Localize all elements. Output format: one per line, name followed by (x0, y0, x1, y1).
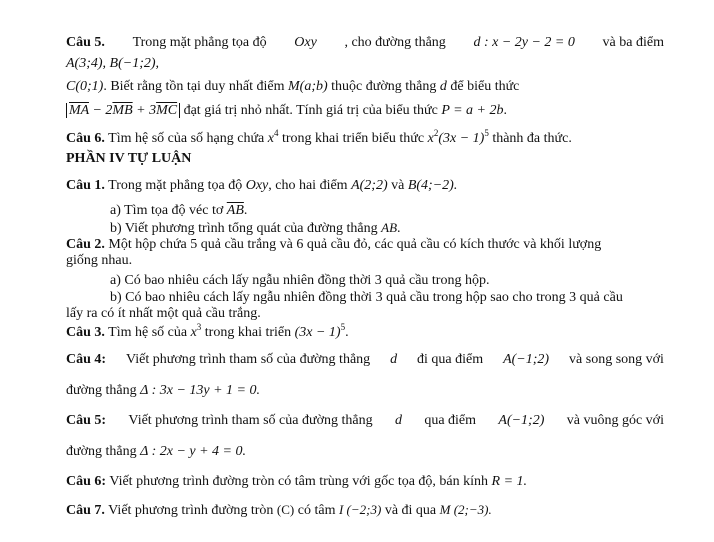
q5-point-m: M(a;b) (288, 79, 328, 94)
t2-label: Câu 2. (66, 237, 105, 252)
q6-text-a: Tìm hệ số của số hạng chứa (108, 131, 265, 146)
q5-vec-mb: $\overline{MB}$ (112, 103, 133, 118)
q5-plus3: + 3 (132, 103, 157, 118)
t5-text-d: đường thẳng (66, 444, 137, 459)
q6-text-b: trong khai triển biểu thức (281, 131, 425, 146)
t1-ab: AB (381, 220, 398, 235)
t4-text-b: đi qua điểm (417, 352, 484, 367)
q5-dot: . (503, 103, 508, 118)
t1-line (66, 178, 457, 194)
t3-label: Câu 3. (66, 325, 105, 340)
t4-d: d (390, 352, 398, 367)
q6-pow4: 4 (273, 128, 279, 138)
t5-label: Câu 5: (66, 413, 107, 428)
t4-label: Câu 4: (66, 352, 107, 367)
t4-text-a: Viết phương trình tham số của đường thẳng (126, 352, 371, 367)
t2-text-2: giống nhau. (66, 253, 133, 268)
t6-line (66, 474, 527, 490)
t1-oxy: Oxy (245, 178, 269, 193)
t1-text-b: , cho hai điểm (268, 178, 348, 193)
t4-line1 (66, 352, 664, 368)
q5-line1 (66, 35, 664, 51)
q5-d: d (439, 79, 447, 94)
t3-line: Câu 3. Tìm hệ số của $x^3$ trong khai triển $(3x - 1)^5$. (66, 322, 349, 340)
t1-a-text: a) Tìm tọa độ véc tơ (110, 203, 224, 218)
t4-text-d: đường thẳng (66, 383, 137, 398)
t4-delta: Δ : 3x − 13y + 1 = 0. (140, 383, 261, 398)
q5-text-f: để biểu thức (450, 79, 520, 94)
q5-minus2: − 2 (88, 103, 113, 118)
t5-d: d (394, 413, 402, 428)
section-title: PHẦN IV TỰ LUẬN (66, 151, 192, 166)
t5-delta: Δ : 2x − y + 4 = 0. (140, 444, 247, 459)
q5-line4 (66, 103, 507, 119)
q6-expr-mid: (3x − 1) (438, 131, 485, 146)
q6-pow5: 5 (484, 128, 489, 138)
q6-text-c: thành đa thức. (492, 131, 572, 146)
t4-text-c: và song song với (569, 352, 664, 367)
t1-text-a: Trong mặt phẳng tọa độ (108, 178, 243, 193)
t5-line2 (66, 444, 246, 460)
t1-part-b: b) Viết phương trình tổng quát của đường thẳng AB. (110, 220, 401, 236)
q5-oxy: Oxy (294, 35, 317, 50)
t4-line2 (66, 383, 260, 399)
q6-expr-x2: x (427, 131, 434, 146)
t7-center: I (−2;3) (338, 502, 382, 517)
t5-text-b: qua điểm (424, 413, 477, 428)
t1-and: và (391, 178, 405, 193)
t1-part-a: a) Tìm tọa độ véc tơ $\overline{AB}$. (110, 203, 248, 218)
t2-part-a: a) Có bao nhiêu cách lấy ngẫu nhiên đồng thời 3 quả cầu trong hộp. (110, 273, 490, 288)
q5-label: Câu 5. (66, 35, 105, 50)
t7-text-b: có tâm (297, 503, 336, 518)
t5-text-c: và vuông góc với (566, 413, 664, 428)
t6-text-a: Viết phương trình đường tròn có tâm trùng với gốc tọa độ, bán kính (109, 474, 489, 489)
t7-text-c: và đi qua (384, 503, 437, 518)
t3-text-b: trong khai triển (204, 325, 292, 340)
t6-radius: R = 1. (491, 474, 528, 489)
t3-text-a: Tìm hệ số của (108, 325, 188, 340)
q5-text-c: và ba điểm (602, 35, 664, 50)
t2-part-b-line1: b) Có bao nhiêu cách lấy ngẫu nhiên đồng thời 3 quả cầu trong hộp sao cho trong 3 quả cầu (110, 290, 623, 305)
q5-text-d: . Biết rằng tồn tại duy nhất điểm (103, 79, 285, 94)
q6-pow2: 2 (433, 128, 439, 138)
t2-line1 (66, 237, 601, 253)
q5-line-eq: d : x − 2y − 2 = 0 (473, 35, 575, 50)
t1-point-a: A(2;2) (351, 178, 388, 193)
t3-x: x (190, 325, 197, 340)
t7-text-a: Viết phương trình đường tròn (108, 503, 274, 518)
t3-pow5: 5 (340, 322, 346, 332)
t5-line1 (66, 413, 664, 429)
q5-vector-expression (66, 103, 180, 118)
t6-label: Câu 6: (66, 474, 107, 489)
t4-point-a: A(−1;2) (503, 352, 550, 367)
q5-text-a: Trong mặt phẳng tọa độ (132, 35, 267, 50)
q5-point-c: C(0;1) (66, 79, 104, 94)
q6-x: x (267, 131, 274, 146)
q5-vec-mc: $\overline{MC}$ (156, 103, 178, 118)
t3-expr: (3x − 1) (294, 325, 341, 340)
q5-line3 (66, 79, 519, 95)
q5-points-1: A(3;4), B(−1;2), (66, 56, 160, 71)
t7-c: (C) (276, 502, 295, 517)
t1-point-b: B(4;−2). (407, 178, 458, 193)
q5-text-e: thuộc đường thẳng (331, 79, 437, 94)
q5-vec-ma: $\overline{MA}$ (69, 103, 89, 118)
t2-part-b-line2: lấy ra có ít nhất một quả cầu trắng. (66, 306, 261, 321)
t1-b-text: b) Viết phương trình tổng quát của đường thẳng (110, 221, 378, 236)
q6-label: Câu 6. (66, 131, 105, 146)
t7-point: M (2;−3). (439, 502, 492, 517)
t2-text-1: Một hộp chứa 5 quả cầu trắng và 6 quả cầu đỏ, các quả cầu có kích thước và khối lượng (108, 237, 602, 252)
q6-line (66, 128, 572, 147)
t1-label: Câu 1. (66, 178, 105, 193)
t3-pow3: 3 (196, 322, 202, 332)
t7-line (66, 502, 492, 519)
q5-text-b: , cho đường thẳng (344, 35, 446, 50)
q5-expr-p: P = a + 2b (441, 103, 504, 118)
t5-point-a: A(−1;2) (498, 413, 545, 428)
t1-vec-ab: $\overline{AB}$ (226, 203, 244, 218)
t7-label: Câu 7. (66, 503, 105, 518)
t5-text-a: Viết phương trình tham số của đường thẳng (128, 413, 373, 428)
q5-text-g: đạt giá trị nhỏ nhất. Tính giá trị của biểu thức (183, 103, 438, 118)
